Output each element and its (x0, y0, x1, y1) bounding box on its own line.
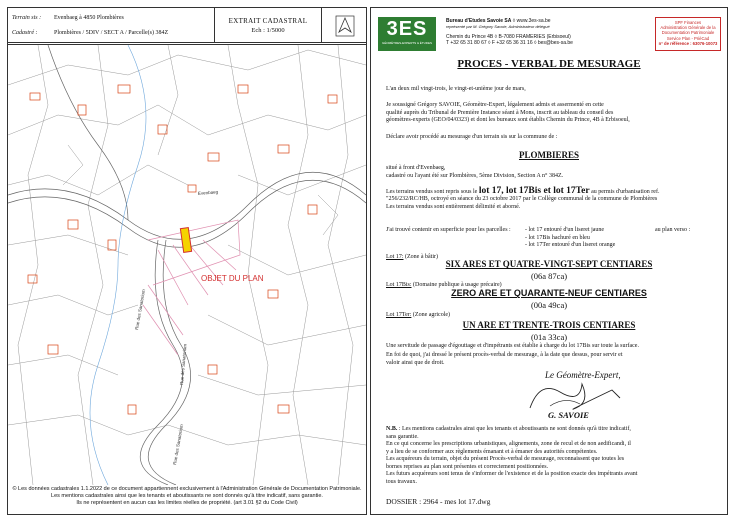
office-header: Bureau d'Etudes Savoie SA ◊ www.3es-sa.be représenté par M. Grégory Savoie, Administrateur délégué Chemin du Prince 4B ◊ B-7080 FRAMERIES (Erbisoeul) T +32 65 31 80 67 ◊ F +32 65 36 31 16 ◊ bes@bes-sa.be (446, 18, 573, 46)
servitude-line: Une servitude de passage d'égouttage et d'impétrants est établie à charge du lot 17Bis sur toute la surface. (386, 343, 639, 349)
location-line: situé à front d'Evenbaeg, (386, 165, 446, 171)
office-web: www.3es-sa.be (516, 18, 551, 24)
lot17-area-figure: (06a 87ca) (530, 271, 568, 281)
lot17-area-words: SIX ARES ET QUATRE-VINGT-SEPT CENTIARES (445, 259, 653, 269)
scale-label: Ech : 1/5000 (251, 27, 285, 34)
footer-line: © Les données cadastrales 1.1.2022 de ce document appartiennent exclusivement à l'Administration Générale de Documentation Patrimoniale. (12, 486, 362, 492)
terrain-value: Evenbaeg à 4850 Plombières (54, 15, 124, 21)
declaration-line: Déclare avoir procédé au mesurage d'un terrain sis sur la commune de : (386, 134, 558, 140)
lots-intro: Les terrains vendus sont repris sous le (386, 189, 478, 195)
intro-line: qualité auprès du Tribunal de Première Instance séant à Mons, inscrit au tableau du conseil des (386, 109, 614, 116)
area-intro: J'ai trouvé contenir en superficie pour les parcelles : (386, 227, 511, 233)
nb-line: Les acquéreurs du terrain, objet du présent Procès-verbal de mesurage, reconnaissent que toutes les (386, 456, 625, 462)
footer-line: Les mentions cadastrales ainsi que les tenants et aboutissants ne sont donnés qu'à titre indicatif, sans garantie. (51, 493, 323, 499)
street-label: Rue des Sanatorium (172, 423, 185, 466)
nb-line: Les futurs acquéreurs sont tenus de s'informer de l'existence et de la position exacte des impétrants avant (386, 471, 638, 477)
lot17bis-area-figure: (00a 49ca) (530, 300, 568, 310)
location-line: cadastré ou l'ayant été sur Plombières, 5ème Division, Section A n° 384Z. (386, 172, 564, 179)
intro-line: géomètres-experts (GEO/04/0323) et dont les bureaux sont établis Chemin du Prince, 4B à Erbisoeul, (386, 117, 630, 123)
closing-line: En foi de quoi, j'ai dressé le présent procès-verbal de mesurage, à la date que dessus, pour servir et (386, 352, 623, 358)
closing-line: valoir ainsi que de droit. (386, 359, 445, 366)
nb-line: sans garantie. (386, 433, 419, 440)
office-address: Chemin du Prince 4B ◊ B-7080 FRAMERIES (Erbisoeul) (446, 34, 571, 40)
cadastral-footer (8, 486, 366, 507)
lot17ter-label: Lot 17Ter: (386, 312, 412, 318)
document-title: PROCES - VERBAL DE MESURAGE (457, 58, 641, 70)
lot17-label: Lot 17: (386, 254, 404, 260)
office-name: Bureau d'Etudes Savoie SA (446, 18, 512, 24)
spf-line: SPF Finances (674, 20, 702, 25)
cadastre-value: Plombières / 5DIV / SECT A / Parcelle(s) 384Z (54, 30, 169, 36)
spf-reference-number: n° de référence : 63076-10073 (658, 40, 718, 46)
street-label: Rue des Sanatorium (134, 288, 147, 331)
lot-legend-item: - lot 17Bis hachuré en bleu (525, 234, 590, 241)
lot17-zone: (Zone à bâtir) (405, 254, 438, 260)
intro-line: Je soussigné Grégory SAVOIE, Géomètre-Expert, légalement admis et assermenté en cette (386, 102, 604, 108)
cadastral-map-drawing (8, 45, 366, 485)
spf-line: Documentation Patrimoniale (661, 30, 715, 36)
lot17ter-zone: (Zone agricole) (412, 312, 451, 318)
logo-subtitle: GÉOMÈTRES-EXPERTS & ÉTUDES (382, 41, 432, 45)
logo-text: 3ES (386, 18, 428, 40)
extract-title-box (214, 7, 322, 43)
signature-title: Le Géomètre-Expert, (545, 370, 621, 380)
lot17ter-area-figure: (01a 33ca) (530, 332, 568, 342)
lots-line: Les terrains vendus sont entièrement délimité et aborné. (386, 203, 521, 210)
nb-line: En ce qui concerne les prescriptions urbanistiques, alignements, zone de recul et de non aedificandi, il (386, 441, 631, 447)
lot-legend-item: - lot 17 entouré d'un liseret jaune (525, 227, 605, 233)
lot17bis-label: Lot 17Bis: (386, 282, 412, 288)
lot-legend-item: - lot 17Ter entouré d'un liseret orange (525, 242, 616, 248)
plan-reference: au plan verso : (655, 227, 691, 233)
lot17bis-area-words: ZERO ARE ET QUARANTE-NEUF CENTIARES (451, 288, 647, 298)
lot17bis-zone: (Domaine publique à usage précaire) (413, 282, 502, 288)
office-contact: T +32 65 31 80 67 ◊ F +32 65 36 31 16 ◊ bes@bes-sa.be (446, 40, 573, 46)
street-label: Rue des Sanatorium (179, 343, 188, 386)
street-label: Evenbaeg (197, 189, 219, 196)
nb-text: : Les mentions cadastrales ainsi que les tenants et aboutissants ne sont donnés qu'à titre indicatif, (398, 426, 631, 432)
spf-reference-box (655, 17, 721, 51)
lots-line: "256/232/RC/HB, octroyé en séance du 23 octobre 2017 par le Collège communal de la commune de Plombières (386, 196, 658, 202)
date-line: L'an deux mil vingt-trois, le vingt-et-unième jour de mars, (386, 86, 526, 92)
north-arrow-icon (322, 8, 368, 44)
lots-numbers: lot 17, lot 17Bis et lot 17Ter (478, 186, 590, 196)
commune-name: PLOMBIERES (518, 150, 579, 160)
dossier-reference: DOSSIER : 2964 - mes lot 17.dwg (386, 497, 491, 506)
nb-line: tous travaux. (386, 478, 417, 485)
lot-17-highlight (180, 228, 191, 253)
nb-line: y a lieu de se conformer aux règlements émanant et à émaner des autorités compétentes. (386, 448, 598, 455)
spf-line: Administration Générale de la (660, 25, 716, 31)
signature-name: G. SAVOIE (548, 410, 589, 420)
spf-line: Service Plan - PrièCad (666, 35, 710, 41)
lot17ter-area-words: UN ARE ET TRENTE-TROIS CENTIARES (462, 320, 636, 330)
lots-permit: au permis d'urbanisation ref. (591, 189, 660, 195)
nb-line: bornes reprises au plan sont présentes et correctement positionnées. (386, 463, 549, 470)
extract-header (7, 7, 367, 43)
terrain-label: Terrain sis : (12, 15, 42, 21)
company-logo (378, 17, 436, 51)
extract-title: EXTRAIT CADASTRAL (228, 17, 308, 25)
north-arrow-box (321, 7, 367, 43)
handwritten-signature-icon (520, 378, 630, 414)
nb-first-line (386, 426, 631, 434)
cadastre-label: Cadastré : (12, 30, 38, 36)
footer-line: Ils ne représentent en aucun cas les limites réelles de propriété. (art 3.01 §2 du Code Civil) (76, 500, 298, 506)
cadastral-map (8, 44, 366, 485)
nb-label: N.B. (386, 426, 398, 432)
map-annotation: OBJET DU PLAN (201, 274, 264, 283)
parcel-info-box (7, 7, 215, 43)
office-sub: représenté par M. Grégory Savoie, Administrateur délégué (446, 24, 550, 29)
lot17ter-heading (386, 312, 450, 320)
